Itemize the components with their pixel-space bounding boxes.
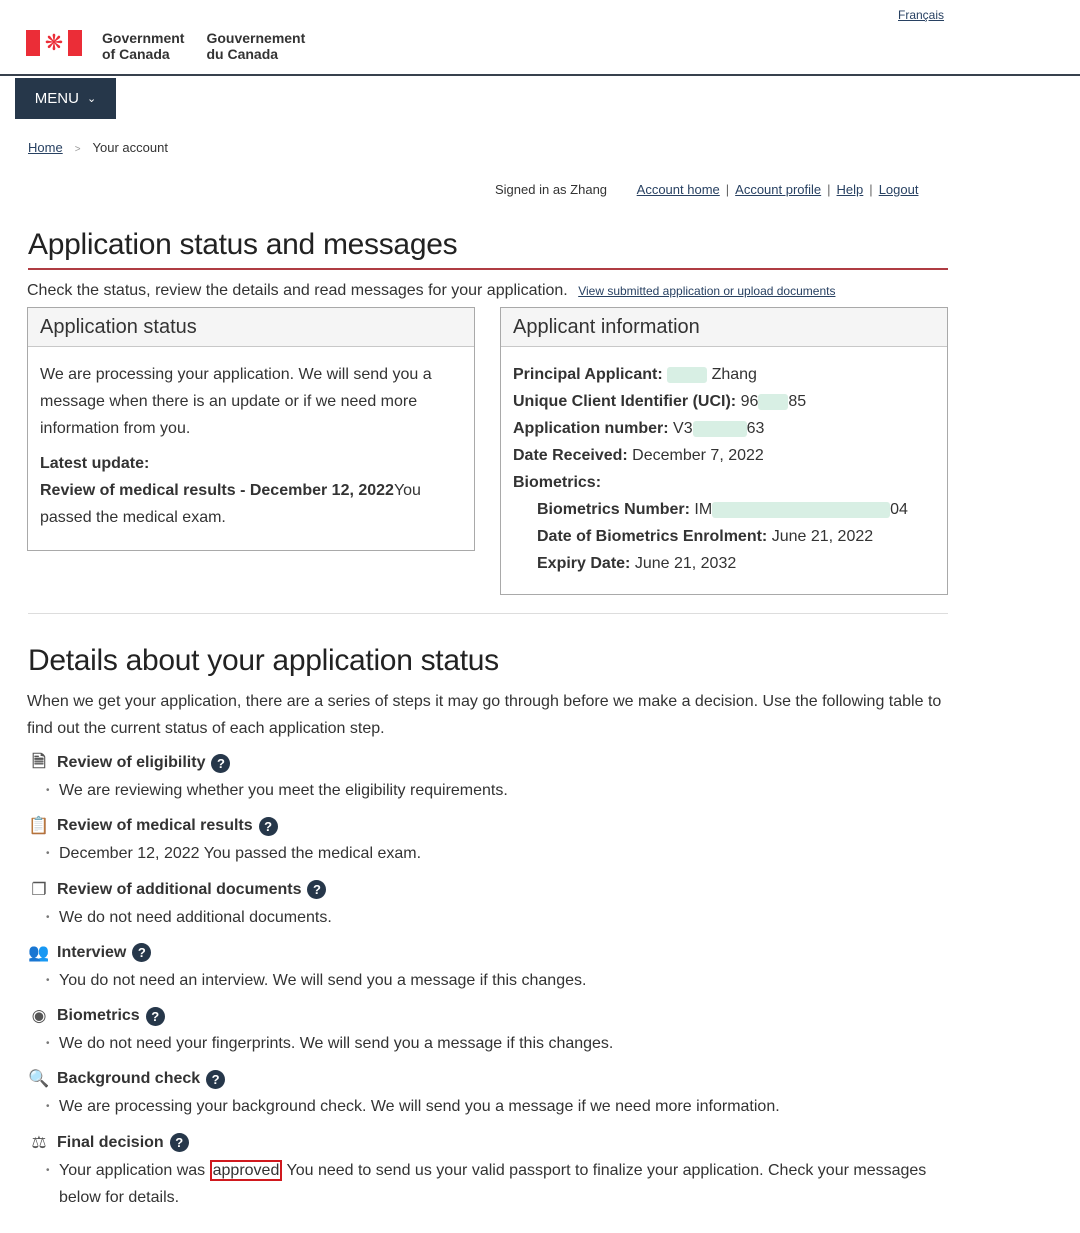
latest-update-label: Latest update: [40,455,150,472]
date-received-row: Date Received: December 7, 2022 [513,447,764,464]
canada-flag [26,30,82,56]
account-bar: Signed in as Zhang Account home | Account profile | Help | Logout [495,182,919,197]
menu-button[interactable] [15,78,116,119]
signed-in-text: Signed in as Zhang [495,182,608,197]
maple-leaf-icon: ❋ [44,30,64,55]
help-link[interactable]: Help [836,182,864,197]
details-title: Details about your application status [28,644,499,677]
principal-applicant-row: Principal Applicant: Zhang [513,366,757,383]
application-status-panel [27,307,475,551]
view-application-link[interactable]: View submitted application or upload documents [578,284,836,298]
documents-icon: ❐ [31,879,47,899]
section-divider [28,613,948,614]
step-interview: 👥 Interview ? • You do not need an interview. We will send you a message if this changes. [27,939,957,1002]
latest-update-text: You passed the medical exam. [40,482,421,526]
help-icon[interactable]: ? [170,1133,189,1152]
step-background-check: 🔍 Background check ? • We are processing your background check. We will send you a message if we need more information. [27,1065,957,1128]
people-icon: 👥 [28,942,50,962]
medical-clipboard-icon: 📋 [28,816,50,836]
document-search-icon: 🗎 [32,751,46,771]
help-icon[interactable]: ? [146,1007,165,1026]
application-number-row: Application number: V3 63 [513,420,765,437]
uci-row: Unique Client Identifier (UCI): 96 85 [513,393,807,410]
page-title: Application status and messages [28,228,458,261]
biometrics-row: Biometrics: [513,474,602,491]
scales-icon: ⚖ [31,1132,47,1152]
breadcrumb [28,140,168,155]
details-intro: When we get your application, there are a series of steps it may go through before we make a decision. Use the following table to find out the current status of each application step. [27,693,942,737]
step-description: • December 12, 2022 You passed the medical exam. [27,840,957,867]
application-steps-list [27,749,957,1206]
step-description: • We do not need your fingerprints. We will send you a message if this changes. [27,1030,957,1057]
breadcrumb-separator-icon: > [74,144,81,155]
step-review-medical: 📋 Review of medical results ? • December 12, 2022 You passed the medical exam. [27,812,957,875]
step-description: • We do not need additional documents. [27,904,957,931]
applicant-information-panel [500,307,948,595]
panel-title: Applicant information [501,308,947,347]
chevron-down-icon: ⌄ [86,93,97,105]
step-description: • Your application was approved You need to send us your valid passport to finalize your application. Check your messages below for details. [27,1157,957,1211]
step-review-documents: ❐ Review of additional documents ? • We do not need additional documents. [27,876,957,939]
latest-update-item: Review of medical results - December 12, 2022 [40,482,394,499]
step-description: • You do not need an interview. We will send you a message if this changes. [27,967,957,994]
step-review-eligibility: 🗎 Review of eligibility ? • We are reviewing whether you meet the eligibility requirements. [27,749,957,812]
step-description: • We are processing your background check. We will send you a message if we need more information. [27,1093,957,1120]
gov-name-fr: Gouvernement du Canada [206,30,306,62]
help-icon[interactable]: ? [307,880,326,899]
account-profile-link[interactable]: Account profile [735,182,822,197]
menu-label: MENU [34,90,79,107]
breadcrumb-home-link[interactable]: Home [28,140,63,155]
approved-highlight: approved [210,1160,283,1181]
magnifier-icon: 🔍 [28,1069,50,1089]
title-underline [28,268,948,270]
help-icon[interactable]: ? [206,1070,225,1089]
panel-title: Application status [28,308,474,347]
logout-link[interactable]: Logout [878,182,919,197]
breadcrumb-current: Your account [92,140,168,155]
step-description: • We are reviewing whether you meet the eligibility requirements. [27,777,957,804]
help-icon[interactable]: ? [132,943,151,962]
help-icon[interactable]: ? [259,817,278,836]
biometrics-number-row: Biometrics Number: IM 04 [537,501,908,518]
biometrics-expiry-row: Expiry Date: June 21, 2032 [537,555,737,572]
gov-canada-signature[interactable] [26,30,327,62]
language-toggle-link[interactable]: Français [898,8,945,22]
status-message: We are processing your application. We will send you a message when there is an update or if we need more information from you. [40,366,432,437]
gov-name-en: Government of Canada [102,30,185,62]
help-icon[interactable]: ? [211,754,230,773]
step-final-decision: ⚖ Final decision ? • Your application was approved You need to send us your valid passport to finalize your application. Check your messages below for details. [27,1129,957,1192]
page-intro: Check the status, review the details and read messages for your application. View submitted application or upload documents [27,282,836,299]
step-biometrics: ◉ Biometrics ? • We do not need your fingerprints. We will send you a message if this changes. [27,1002,957,1065]
biometrics-enrolment-row: Date of Biometrics Enrolment: June 21, 2022 [537,528,874,545]
header-divider [0,74,1080,76]
fingerprint-icon: ◉ [31,1006,47,1026]
account-home-link[interactable]: Account home [636,182,720,197]
